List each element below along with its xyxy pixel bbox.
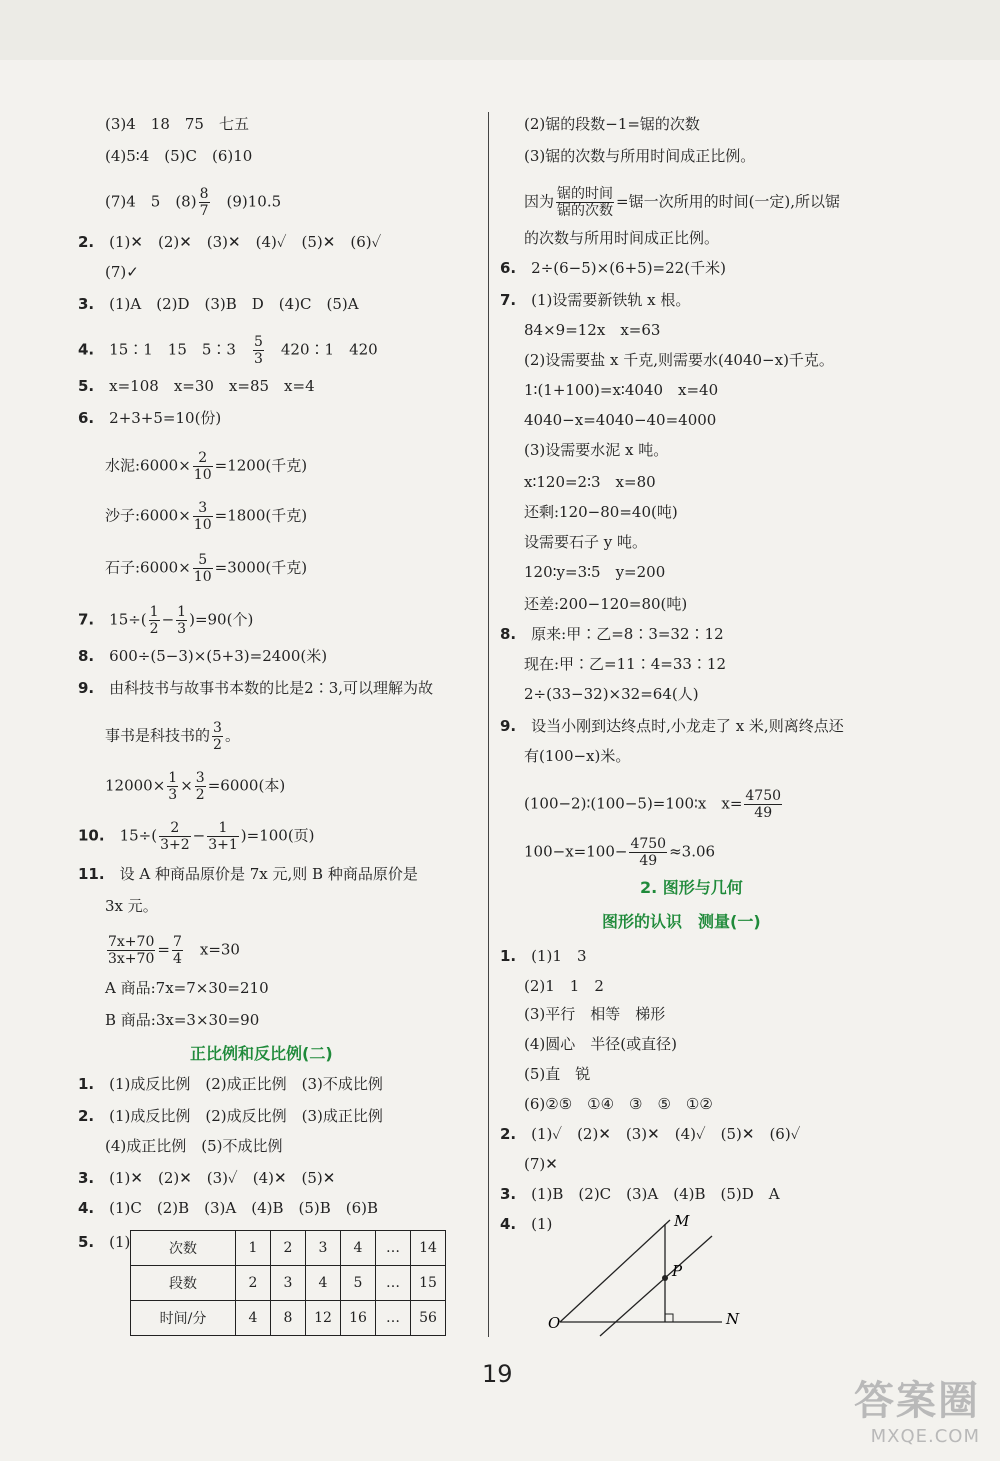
question-1: 1. (1)成反比例 (2)成正比例 (3)不成比例 xyxy=(78,1075,383,1093)
table-cell: 16 xyxy=(341,1301,376,1336)
question-2: 2. (1)✓ (2)✕ (3)✕ (4)✓ (5)✕ (6)✓ xyxy=(500,1125,801,1143)
answer-line: (4)圆心 半径(或直径) xyxy=(524,1035,677,1053)
table-cell: 14 xyxy=(411,1231,446,1266)
fraction: $\frac{7}{4}$ xyxy=(172,934,182,967)
answer-line: (3)平行 相等 梯形 xyxy=(524,1005,666,1023)
answer-line: 还剩:120−80=40(吨) xyxy=(524,503,678,521)
answer-line: (100−2)∶(100−5)=100∶x x= $\frac{4750}{49}$ xyxy=(524,788,782,821)
answer-line: (7)✕ xyxy=(524,1155,558,1173)
fraction: $\frac{4750}{49}$ xyxy=(630,836,667,869)
watermark-logo xyxy=(854,1369,980,1447)
question-3: 3. (1)A (2)D (3)B D (4)C (5)A xyxy=(78,295,359,313)
fraction: $\frac{2}{10}$ xyxy=(193,450,212,483)
right-angle-mark xyxy=(665,1314,673,1322)
answer-line: 4040−x=4040−40=4000 xyxy=(524,411,717,429)
answer-line: A 商品:7x=7×30=210 xyxy=(105,979,269,997)
answer-line: 有(100−x)米。 xyxy=(524,747,631,765)
table-cell: 12 xyxy=(306,1301,341,1336)
fraction: $\frac{3}{2}$ xyxy=(195,770,205,803)
answer-line: (4)成正比例 (5)不成比例 xyxy=(105,1137,283,1155)
answer-line: 事书是科技书的 $\frac{3}{2}$ 。 xyxy=(105,720,240,753)
answer-line: (3)4 18 75 七五 xyxy=(105,115,249,133)
fraction: $\frac{1}{3}$ xyxy=(177,604,187,637)
label-p: P xyxy=(672,1262,683,1280)
question-8: 8. 原来:甲∶乙=8∶3=32∶12 xyxy=(500,625,724,643)
label-m: M xyxy=(674,1212,690,1230)
answer-line: x∶120=2∶3 x=80 xyxy=(524,473,656,491)
fraction: $\frac{\text{锯的时间}}{\text{锯的次数}}$ xyxy=(557,186,614,219)
table-cell: 4 xyxy=(236,1301,271,1336)
table-cell: 4 xyxy=(306,1266,341,1301)
point-p xyxy=(662,1275,668,1281)
fraction: $\frac{3}{10}$ xyxy=(193,500,212,533)
answer-line: 100−x=100− $\frac{4750}{49}$ ≈3.06 xyxy=(524,836,716,869)
geometry-figure xyxy=(540,1212,760,1342)
question-4: 4. 15∶1 15 5∶3 $\frac{5}{3}$ 420∶1 420 xyxy=(78,334,378,367)
answer-line: 因为 $\frac{\text{锯的时间}}{\text{锯的次数}}$ =锯一次所用的时间(一定),所以锯 xyxy=(524,186,841,219)
question-4: 4. (1)C (2)B (3)A (4)B (5)B (6)B xyxy=(78,1199,379,1217)
table-row xyxy=(131,1266,446,1301)
answer-line: (5)直 锐 xyxy=(524,1065,591,1083)
question-4: 4. (1) xyxy=(500,1215,553,1233)
question-6: 6. 2÷(6−5)×(6+5)=22(千米) xyxy=(500,259,726,277)
answer-line: 120∶y=3∶5 y=200 xyxy=(524,563,666,581)
column-divider xyxy=(488,112,489,1337)
watermark-text: 答案圈 xyxy=(854,1378,980,1424)
answer-line: 12000× $\frac{1}{3}$ × $\frac{3}{2}$ =6000(本) xyxy=(105,770,286,803)
table-cell: 8 xyxy=(271,1301,306,1336)
watermark-url: MXQE.COM xyxy=(870,1426,980,1447)
ray-om xyxy=(560,1220,670,1322)
table-cell: … xyxy=(376,1301,411,1336)
table-cell: 15 xyxy=(411,1266,446,1301)
table-cell: 56 xyxy=(411,1301,446,1336)
table-row xyxy=(131,1231,446,1266)
answer-line: 84×9=12x x=63 xyxy=(524,321,661,339)
question-9: 9. 由科技书与故事书本数的比是2∶3,可以理解为故 xyxy=(78,679,434,697)
table-cell: 4 xyxy=(341,1231,376,1266)
page-number: 19 xyxy=(482,1360,513,1388)
table-cell: 2 xyxy=(236,1266,271,1301)
section-heading: 2. 图形与几何 xyxy=(640,878,743,897)
question-6: 6. 2+3+5=10(份) xyxy=(78,409,222,427)
answer-line: 3x 元。 xyxy=(105,897,158,915)
answer-line: $\frac{7x+70}{3x+70}$ = $\frac{7}{4}$ x=30 xyxy=(108,934,240,967)
answer-line: (6)②⑤ ①④ ③ ⑤ ①② xyxy=(524,1095,713,1113)
answer-line: 设需要石子 y 吨。 xyxy=(524,533,648,551)
table-cell: 时间/分 xyxy=(131,1301,236,1336)
table-cell: … xyxy=(376,1231,411,1266)
table-cell: … xyxy=(376,1266,411,1301)
question-3: 3. (1)B (2)C (3)A (4)B (5)D A xyxy=(500,1185,780,1203)
question-7: 7. 15÷( $\frac{1}{2}$ − $\frac{1}{3}$ )=90(个) xyxy=(78,604,254,637)
question-3: 3. (1)✕ (2)✕ (3)✓ (4)✕ (5)✕ xyxy=(78,1169,336,1187)
table-cell: 段数 xyxy=(131,1266,236,1301)
question-8: 8. 600÷(5−3)×(5+3)=2400(米) xyxy=(78,647,328,665)
table-cell: 次数 xyxy=(131,1231,236,1266)
fraction: $\frac{4750}{49}$ xyxy=(745,788,782,821)
fraction: $\frac{5}{3}$ xyxy=(253,334,263,367)
answer-line: (7)✓ xyxy=(105,263,139,281)
section-heading: 正比例和反比例(二) xyxy=(190,1044,333,1063)
answer-line: 现在:甲∶乙=11∶4=33∶12 xyxy=(524,655,726,673)
answer-line: (2)锯的段数−1=锯的次数 xyxy=(524,115,700,133)
answer-line: 还差:200−120=80(吨) xyxy=(524,595,688,613)
fraction: $\frac{3}{2}$ xyxy=(213,720,222,753)
answer-line: 2÷(33−32)×32=64(人) xyxy=(524,685,699,703)
answer-line: (3)设需要水泥 x 吨。 xyxy=(524,441,669,459)
answer-line: (2)设需要盐 x 千克,则需要水(4040−x)千克。 xyxy=(524,351,834,369)
fraction: $\frac{8}{7}$ xyxy=(199,186,209,219)
question-5: 5. (1) xyxy=(78,1233,131,1251)
fraction: $\frac{2}{3+2}$ xyxy=(160,820,190,853)
answer-line: 石子:6000× $\frac{5}{10}$ =3000(千克) xyxy=(105,552,308,585)
table-cell: 2 xyxy=(271,1231,306,1266)
table-row xyxy=(131,1301,446,1336)
answer-line: (3)锯的次数与所用时间成正比例。 xyxy=(524,147,756,165)
fraction: $\frac{1}{3+1}$ xyxy=(208,820,238,853)
label-n: N xyxy=(726,1310,740,1328)
question-7: 7. (1)设需要新铁轨 x 根。 xyxy=(500,291,691,309)
table-cell: 3 xyxy=(306,1231,341,1266)
answer-line: 1∶(1+100)=x∶4040 x=40 xyxy=(524,381,719,399)
answer-line: (4)5∶4 (5)C (6)10 xyxy=(105,147,253,165)
answer-line: (7)4 5 (8) $\frac{8}{7}$ (9)10.5 xyxy=(105,186,282,219)
section-subheading: 图形的认识 测量(一) xyxy=(602,912,761,931)
fraction: $\frac{7x+70}{3x+70}$ xyxy=(108,934,155,967)
question-5: 5. x=108 x=30 x=85 x=4 xyxy=(78,377,315,395)
answer-line: 水泥:6000× $\frac{2}{10}$ =1200(千克) xyxy=(105,450,308,483)
data-table xyxy=(130,1230,446,1336)
question-2: 2. (1)✕ (2)✕ (3)✕ (4)✓ (5)✕ (6)✓ xyxy=(78,233,382,251)
question-2: 2. (1)成反比例 (2)成反比例 (3)成正比例 xyxy=(78,1107,383,1125)
question-9: 9. 设当小刚到达终点时,小龙走了 x 米,则离终点还 xyxy=(500,717,844,735)
label-o: O xyxy=(548,1314,561,1332)
answer-line: (2)1 1 2 xyxy=(524,977,604,995)
fraction: $\frac{1}{3}$ xyxy=(168,770,178,803)
question-11: 11. 设 A 种商品原价是 7x 元,则 B 种商品原价是 xyxy=(78,865,418,883)
parallel-line xyxy=(600,1236,712,1336)
answer-line: B 商品:3x=3×30=90 xyxy=(105,1011,260,1029)
question-1: 1. (1)1 3 xyxy=(500,947,587,965)
page-top-margin xyxy=(0,0,1000,60)
table-cell: 1 xyxy=(236,1231,271,1266)
question-10: 10. 15÷( $\frac{2}{3+2}$ − $\frac{1}{3+1}$ )=100(页) xyxy=(78,820,315,853)
fraction: $\frac{5}{10}$ xyxy=(193,552,212,585)
table-cell: 3 xyxy=(271,1266,306,1301)
answer-line: 沙子:6000× $\frac{3}{10}$ =1800(千克) xyxy=(105,500,308,533)
fraction: $\frac{1}{2}$ xyxy=(149,604,159,637)
table-cell: 5 xyxy=(341,1266,376,1301)
answer-line: 的次数与所用时间成正比例。 xyxy=(524,229,720,247)
